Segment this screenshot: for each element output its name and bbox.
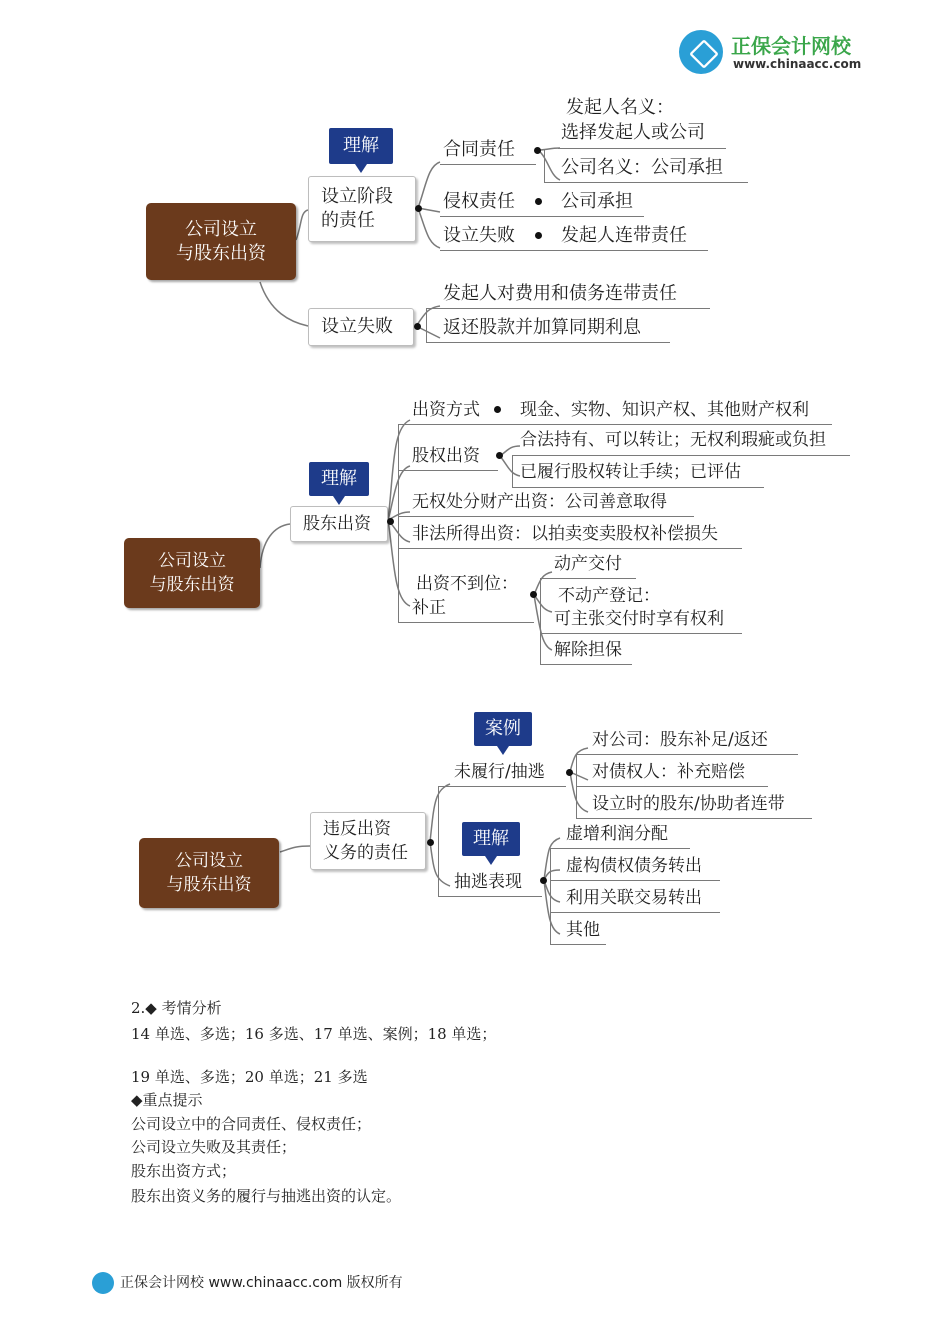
- footer-logo-icon: [92, 1272, 114, 1294]
- map3-tag-case: 案例: [474, 712, 532, 746]
- map3-unf-b-underline: [576, 786, 768, 787]
- map3-flee-b-underline: [550, 880, 720, 881]
- map3-root-line2: 与股东出资: [166, 875, 252, 895]
- map3-unfulfilled-underline: [438, 786, 566, 787]
- map2-short-a: 动产交付: [554, 554, 622, 574]
- map1-tag-understand: 理解: [329, 128, 393, 164]
- map2-node-dot: [387, 518, 394, 525]
- map2-node-label: 股东出资: [303, 514, 371, 534]
- map2-unauth: 无权处分财产出资：公司善意取得: [412, 492, 667, 512]
- map2-short-b-line1: 不动产登记：: [558, 586, 660, 606]
- map3-tag-understand: 理解: [462, 822, 520, 856]
- map2-short-c-underline: [540, 664, 632, 665]
- map2-tag-understand: 理解: [309, 462, 369, 496]
- map2-unauth-underline: [398, 516, 694, 517]
- notes-heading: 2.◆ 考情分析: [131, 999, 222, 1017]
- notes-exam-line2: 19 单选、多选；20 单选；21 多选: [131, 1068, 368, 1086]
- map1-fail-b: 返还股款并加算同期利息: [443, 317, 641, 338]
- map1-tort: 侵权责任: [443, 191, 515, 212]
- map1-root-line1: 公司设立: [185, 218, 257, 240]
- map3-flee-bar: [550, 848, 551, 944]
- map1-root: [146, 203, 296, 280]
- map1-fail-inner-underline: [440, 250, 708, 251]
- map1-contract-a-underline: [558, 148, 726, 149]
- notes-key-2: 公司设立失败及其责任；: [131, 1138, 297, 1156]
- map3-flee-c-underline: [550, 912, 720, 913]
- footer-text: 正保会计网校 www.chinaacc.com 版权所有: [120, 1275, 403, 1291]
- notes-key-3: 股东出资方式；: [131, 1162, 237, 1180]
- map3-flee-d-underline: [550, 944, 606, 945]
- map1-node-stage: [308, 176, 416, 242]
- logo-url: www.chinaacc.com: [733, 57, 862, 71]
- map2-equity: 股权出资: [412, 446, 480, 466]
- map3-unf-bar: [576, 754, 577, 818]
- map1-stage-dot: [415, 205, 422, 212]
- map2-root: [124, 538, 260, 608]
- map1-fail-inner-a: 发起人连带责任: [561, 225, 687, 246]
- map3-root: [139, 838, 279, 908]
- map1-fail-b-underline: [426, 342, 670, 343]
- map1-stage-line2: 的责任: [321, 210, 375, 231]
- map1-fail-a-underline: [426, 308, 710, 309]
- map2-short-line2: 补正: [412, 598, 446, 618]
- map3-flee-d: 其他: [566, 920, 600, 940]
- map2-equity-b-underline: [512, 487, 764, 488]
- map3-unf-c: 设立时的股东/协助者连带: [592, 794, 785, 814]
- map1-fail-dot: [414, 323, 421, 330]
- map3-node-line2: 义务的责任: [323, 843, 408, 863]
- map3-unfulfilled: 未履行/抽逃: [454, 762, 545, 782]
- logo-name: 正保会计网校: [731, 34, 851, 58]
- map3-node-dot: [427, 839, 434, 846]
- map1-tort-underline: [440, 216, 644, 217]
- map3-flee-a-underline: [550, 848, 690, 849]
- map3-unf-c-underline: [576, 818, 812, 819]
- map3-flee-a: 虚增利润分配: [566, 824, 668, 844]
- notes-exam-line1: 14 单选、多选；16 多选、17 单选、案例；18 单选；: [131, 1025, 497, 1043]
- notes-key-1: 公司设立中的合同责任、侵权责任；: [131, 1115, 372, 1133]
- map2-short-c: 解除担保: [554, 640, 622, 660]
- map2-equity-a: 合法持有、可以转让；无权利瑕疵或负担: [520, 430, 826, 450]
- map2-branch-bar: [398, 424, 399, 622]
- map2-equity-b: 已履行股权转让手续；已评估: [520, 462, 741, 482]
- map1-node-fail: [308, 308, 414, 346]
- map3-unf-a: 对公司：股东补足/返还: [592, 730, 768, 750]
- map2-short-b-line2: 可主张交付时享有权利: [554, 609, 724, 629]
- map1-contract-b: 公司名义：公司承担: [561, 157, 723, 178]
- map3-flee-b: 虚构债权债务转出: [566, 856, 702, 876]
- map1-fail-bar: [426, 308, 427, 342]
- map2-illegal-underline: [398, 548, 742, 549]
- map2-short-line1: 出资不到位：: [416, 574, 518, 594]
- map1-contract: 合同责任: [443, 139, 515, 160]
- map1-stage-line1: 设立阶段: [321, 186, 393, 207]
- map3-flee-dot: [540, 877, 547, 884]
- notes-key-4: 股东出资义务的履行与抽逃出资的认定。: [131, 1187, 402, 1205]
- map1-contract-underline: [440, 164, 536, 165]
- map1-contract-b-bar: [544, 150, 545, 182]
- map2-equity-a-underline: [512, 455, 850, 456]
- map2-root-line1: 公司设立: [158, 551, 226, 571]
- map3-flee: 抽逃表现: [454, 872, 522, 892]
- map3-unfulfilled-dot: [566, 769, 573, 776]
- map3-unf-a-underline: [576, 754, 798, 755]
- map3-flee-c: 利用关联交易转出: [566, 888, 702, 908]
- map3-flee-underline: [438, 896, 542, 897]
- map2-equity-bar: [512, 455, 513, 487]
- map3-unf-b: 对债权人：补充赔偿: [592, 762, 745, 782]
- map3-node-line1: 违反出资: [323, 819, 391, 839]
- map1-contract-a-line1: 发起人名义：: [566, 97, 674, 118]
- map2-illegal: 非法所得出资：以拍卖变卖股权补偿损失: [412, 524, 718, 544]
- map2-root-line2: 与股东出资: [149, 575, 235, 595]
- map2-way-a: 现金、实物、知识产权、其他财产权利: [520, 400, 809, 420]
- notes-key-heading: ◆重点提示: [131, 1091, 203, 1109]
- map2-equity-dot: [496, 452, 503, 459]
- map2-short-a-underline: [540, 578, 636, 579]
- map3-main-bar: [438, 786, 439, 896]
- map1-root-line2: 与股东出资: [176, 242, 266, 264]
- map2-short-dot: [530, 591, 537, 598]
- map2-node: [290, 506, 388, 542]
- map2-way: 出资方式: [412, 400, 480, 420]
- map1-contract-dot: [534, 147, 541, 154]
- map1-contract-b-underline: [544, 182, 748, 183]
- map1-tort-a: 公司承担: [561, 191, 633, 212]
- map2-short-bar: [540, 578, 541, 664]
- map1-fail-inner-dot: [535, 232, 542, 239]
- map2-short-b-underline: [540, 633, 742, 634]
- map1-tort-dot: [535, 198, 542, 205]
- map3-node: [310, 812, 426, 870]
- map2-way-underline: [398, 424, 832, 425]
- map1-contract-a-line2: 选择发起人或公司: [561, 122, 705, 143]
- map1-fail-inner: 设立失败: [443, 225, 515, 246]
- map3-root-line1: 公司设立: [175, 851, 243, 871]
- map1-fail-label: 设立失败: [321, 316, 393, 337]
- map2-way-dot: [494, 406, 501, 413]
- map2-short-underline: [398, 622, 534, 623]
- map1-fail-a: 发起人对费用和债务连带责任: [443, 283, 677, 304]
- map2-equity-underline: [398, 470, 498, 471]
